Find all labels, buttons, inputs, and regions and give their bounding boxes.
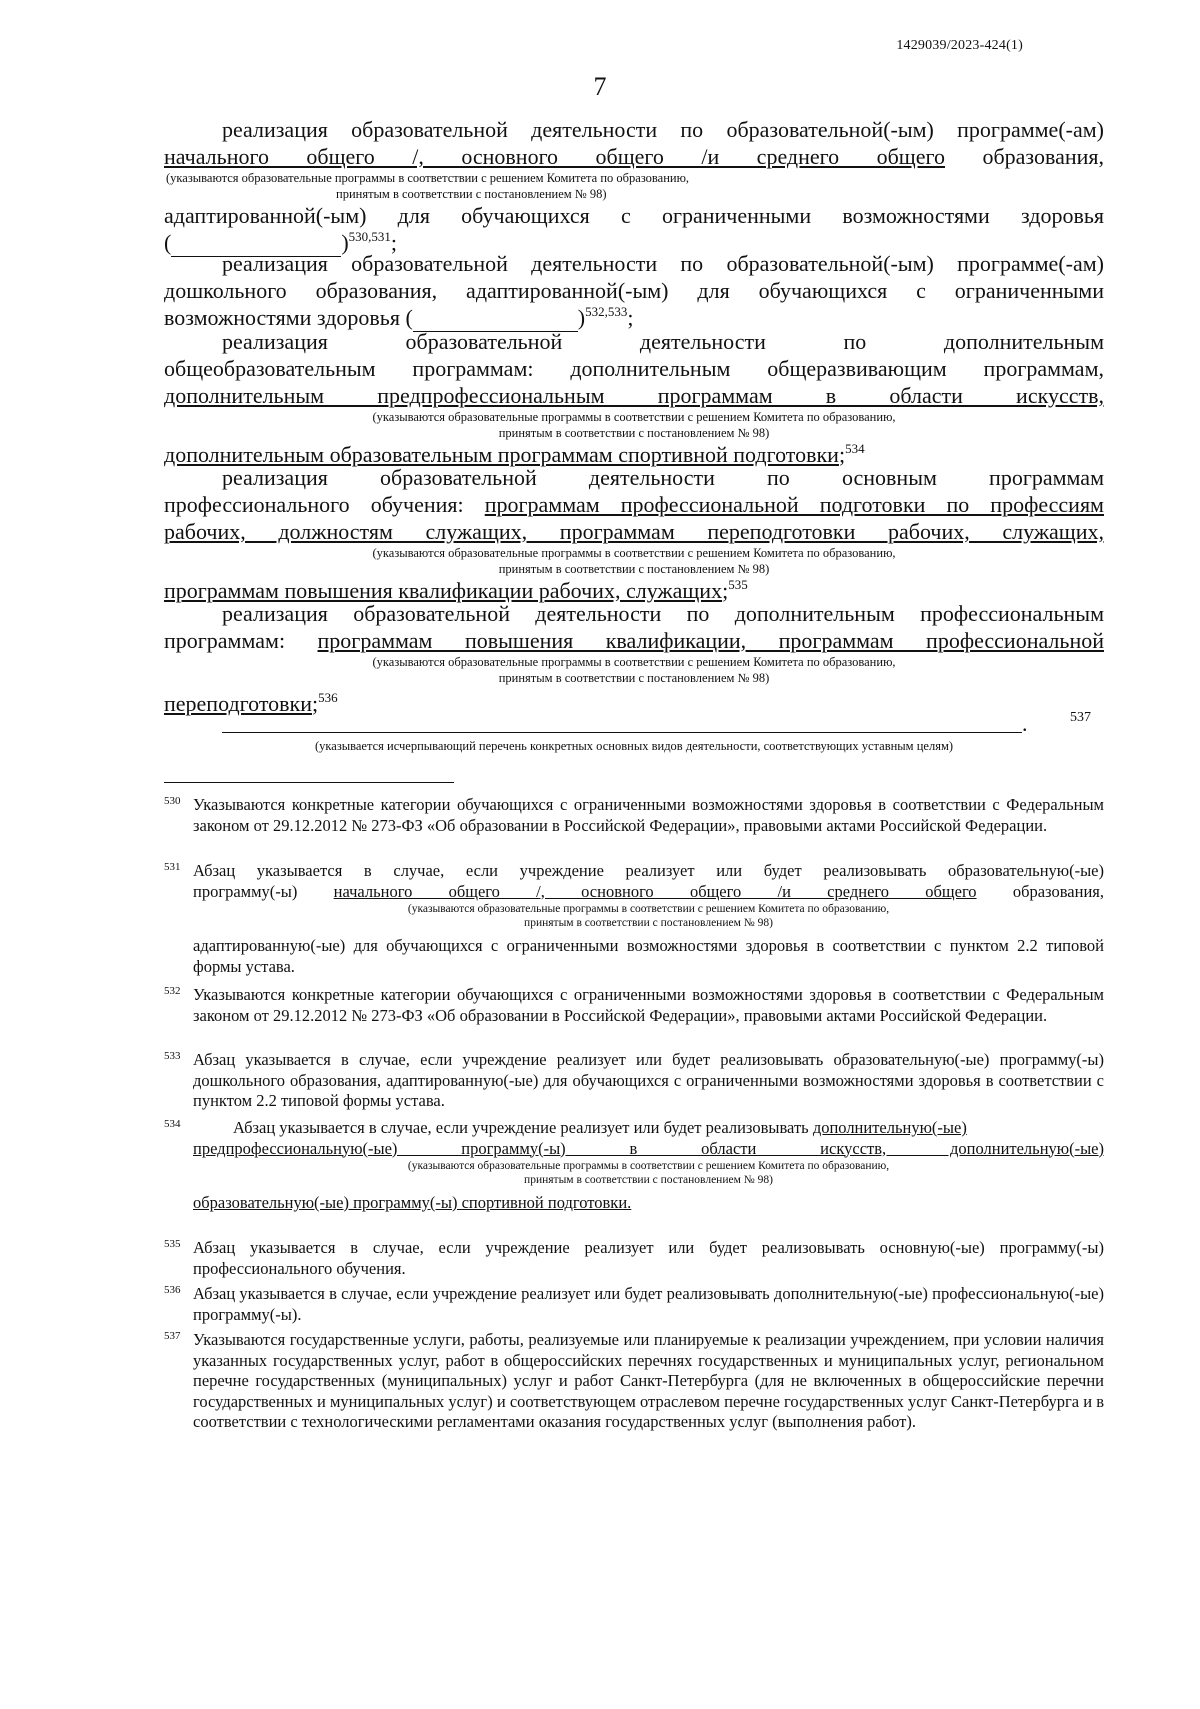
footnote-separator	[164, 782, 454, 783]
footnote-text: Указываются конкретные категории обучающихся с ограниченными возможностями здоровья в соответствии с Федеральным законом от 29.12.2012 № 273-ФЗ «Об образовании в Российской Федерации», правовыми актами Российской Федерации.	[193, 985, 1104, 1025]
field-note: принятым в соответствии с постановлением № 98)	[524, 1174, 773, 1186]
footnote-number: 533	[164, 1050, 181, 1062]
underlined-field: программам повышения квалификации, программам профессиональной	[317, 628, 1104, 653]
blank-field	[222, 710, 1022, 733]
underlined-field: программам повышения квалификации рабочих, служащих	[164, 578, 723, 603]
footnote-ref: 537	[1070, 710, 1091, 725]
footnote-text: Абзац указывается в случае, если учреждение реализует или будет реализовывать образовательную(-ые) программу(-ы) дошкольного образования, адаптированную(-ые) для обучающихся с ограниченными возможностями здоровья в соответствии с пунктом 2.2 типовой формы устава.	[193, 1050, 1104, 1110]
field-note: принятым в соответствии с постановлением № 98)	[498, 562, 770, 576]
field-note: (указываются образовательные программы в соответствии с решением Комитета по образованию,	[372, 410, 896, 424]
text-span: Абзац указывается в случае, если учреждение реализует или будет реализовывать	[233, 1118, 813, 1137]
paragraph-additional-general	[164, 328, 1104, 468]
underlined-field: рабочих, должностям служащих, программам переподготовки рабочих, служащих,	[164, 519, 1104, 544]
footnote-number: 534	[164, 1118, 181, 1130]
field-note: (указываются образовательные программы в соответствии с решением Комитета по образованию,	[407, 1160, 890, 1172]
footnote-number: 536	[164, 1284, 181, 1296]
footnote-ref: 532,533	[585, 304, 628, 319]
underlined-field: начального общего /, основного общего /и среднего общего	[164, 144, 945, 169]
text-line: реализация образовательной деятельности по дополнительным	[222, 329, 1104, 354]
paragraph-general-education	[164, 116, 1104, 257]
page-number: 7	[593, 72, 607, 101]
field-note: принятым в соответствии с постановлением № 98)	[498, 671, 770, 685]
footnote-text	[193, 1118, 1104, 1139]
text-line	[164, 627, 1104, 654]
text-span: образования,	[944, 144, 1104, 169]
document-number: 1429039/2023-424(1)	[896, 38, 1023, 53]
footnote-ref: 530,531	[348, 229, 391, 244]
underlined-field: дополнительным образовательным программам спортивной подготовки	[164, 442, 839, 467]
underlined-field: предпрофессиональную(-ые) программу(-ы) в области искусств, дополнительную(-ые)	[193, 1138, 1104, 1158]
underlined-field: переподготовки	[164, 691, 312, 716]
footnote-text: Абзац указывается в случае, если учреждение реализует или будет реализовывать образовательную(-ые)	[193, 861, 1104, 880]
text-span: ;	[722, 578, 729, 603]
text-span: образования,	[976, 881, 1104, 901]
text-span: )	[577, 305, 586, 330]
text-span: профессионального обучения:	[164, 492, 485, 517]
field-note: принятым в соответствии с постановлением № 98)	[498, 426, 770, 440]
paragraph-preschool	[164, 250, 1104, 332]
text-line: реализация образовательной деятельности по образовательной(-ым) программе(-ам)	[222, 117, 1104, 142]
field-note: принятым в соответствии с постановлением № 98)	[524, 917, 773, 929]
text-line: адаптированной(-ым) для обучающихся с ограниченными возможностями здоровья	[164, 203, 1104, 228]
footnote-530	[164, 795, 1104, 836]
field-note: (указываются образовательные программы в соответствии с решением Комитета по образованию,	[166, 171, 690, 185]
text-line: дошкольного образования, адаптированной(-ым) для обучающихся с ограниченными	[164, 278, 1104, 303]
text-span: .	[1022, 711, 1028, 736]
footnote-text: Абзац указывается в случае, если учреждение реализует или будет реализовывать основную(-ые) программу(-ы) профессионального обучения.	[193, 1238, 1104, 1278]
footnote-ref: 536	[318, 690, 338, 705]
text-span: возможностями здоровья (	[164, 305, 413, 330]
footnote-534	[164, 1118, 1104, 1214]
field-note: (указываются образовательные программы в соответствии с решением Комитета по образованию,	[372, 546, 896, 560]
text-span: программу(-ы)	[193, 881, 334, 901]
text-line	[164, 710, 1104, 738]
underlined-field: дополнительную(-ые)	[812, 1118, 967, 1137]
field-note: (указываются образовательные программы в соответствии с решением Комитета по образованию,	[407, 903, 890, 915]
footnote-text	[193, 882, 1104, 903]
field-note: (указываются образовательные программы в соответствии с решением Комитета по образованию,	[372, 655, 896, 669]
text-span: ;	[312, 691, 319, 716]
footnote-533	[164, 1050, 1104, 1112]
text-span: ;	[838, 442, 846, 467]
text-span: ;	[627, 305, 634, 330]
underlined-field: начального общего /, основного общего /и среднего общего	[333, 881, 977, 901]
footnote-text: Абзац указывается в случае, если учреждение реализует или будет реализовывать дополнительную(-ые) профессиональную(-ые) программу(-ы).	[193, 1284, 1104, 1324]
footnote-number: 537	[164, 1330, 181, 1342]
footnote-537	[164, 1330, 1104, 1433]
footnote-ref: 534	[845, 441, 865, 456]
footnote-number: 532	[164, 985, 181, 997]
field-note: (указывается исчерпывающий перечень конкретных основных видов деятельности, соответствующих уставным целям)	[314, 739, 954, 753]
footnote-text: Указываются государственные услуги, работы, реализуемые или планируемые к реализации учреждением, при условии наличия указанных государственных услуг, работ в общероссийских перечнях государственных и муниципальных услуг, региональном перечне государственных (муниципальных) услуг и работ Санкт-Петербурга (для не включенных в общероссийские перечни государственных и муниципальных услуг) и соответствующем отраслевом перечне государственных услуг Санкт-Петербурга и в соответствии с технологическими регламентами оказания государственных услуг (выполнения работ).	[193, 1330, 1104, 1431]
footnote-number: 535	[164, 1238, 181, 1250]
footnote-ref: 535	[728, 577, 748, 592]
footnote-number: 531	[164, 861, 181, 873]
underlined-field: образовательную(-ые) программу(-ы) спортивной подготовки.	[193, 1193, 632, 1212]
footnote-text: Указываются конкретные категории обучающихся с ограниченными возможностями здоровья в соответствии с Федеральным законом от 29.12.2012 № 273-ФЗ «Об образовании в Российской Федерации», правовыми актами Российской Федерации.	[193, 795, 1104, 835]
field-note: принятым в соответствии с постановлением № 98)	[336, 187, 607, 201]
underlined-field: дополнительным предпрофессиональным программам в области искусств,	[164, 383, 1104, 408]
text-span: ;	[390, 230, 398, 255]
footnote-536	[164, 1284, 1104, 1325]
paragraph-vocational-training	[164, 464, 1104, 604]
footnote-532	[164, 985, 1104, 1026]
text-line	[164, 491, 1104, 518]
footnote-535	[164, 1238, 1104, 1279]
text-span: (	[164, 230, 172, 255]
underlined-field: программам профессиональной подготовки по профессиям	[484, 492, 1104, 517]
footnote-text: адаптированную(-ые) для обучающихся с ограниченными возможностями здоровья в соответствии с пунктом 2.2 типовой формы устава.	[193, 936, 1104, 976]
footnote-number: 530	[164, 795, 181, 807]
paragraph-additional-professional	[164, 600, 1104, 717]
text-line: реализация образовательной деятельности по образовательной(-ым) программе(-ам)	[222, 251, 1104, 276]
text-line: общеобразовательным программам: дополнительным общеразвивающим программам,	[164, 356, 1104, 381]
text-line	[164, 143, 1104, 170]
paragraph-activities-list	[164, 710, 1104, 760]
text-line: реализация образовательной деятельности по дополнительным профессиональным	[222, 601, 1104, 626]
text-span: программам:	[164, 628, 318, 653]
text-span: )	[341, 230, 349, 255]
text-line: реализация образовательной деятельности по основным программам	[222, 465, 1104, 490]
footnote-531	[164, 861, 1104, 977]
